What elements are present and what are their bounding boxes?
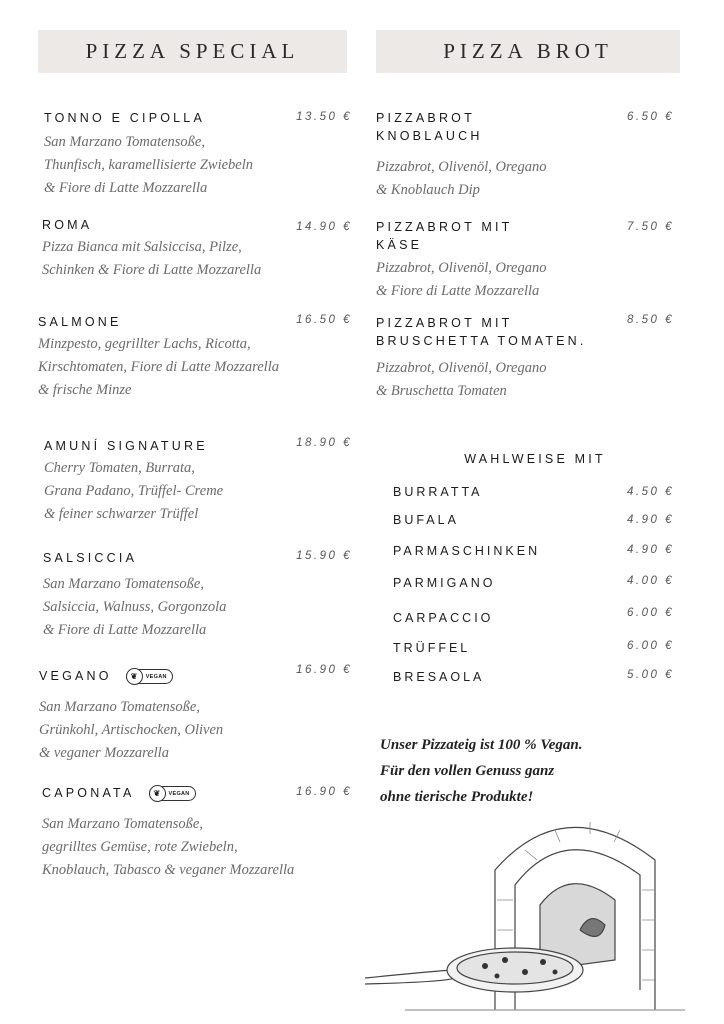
- item-name: [42, 784, 196, 802]
- extra-price: 4.50 €: [627, 486, 674, 498]
- item-price: 16.90 €: [296, 786, 352, 798]
- item-price: 8.50 €: [627, 314, 674, 326]
- item-name: ROMA: [42, 218, 93, 232]
- item-desc: Pizzabrot, Olivenöl, Oregano & Fiore di Latte Mozzarella: [376, 260, 547, 299]
- item-desc: San Marzano Tomatensoße, Thunfisch, karamellisierte Zwiebeln & Fiore di Latte Mozzarella: [44, 134, 254, 196]
- badge-label: VEGAN: [145, 673, 167, 680]
- vegan-note-line: Für den vollen Genuss ganz: [380, 763, 555, 779]
- item-price: 16.50 €: [296, 314, 352, 326]
- item-desc: San Marzano Tomatensoße, Grünkohl, Artischocken, Oliven & veganer Mozzarella: [39, 699, 224, 761]
- item-desc: Pizzabrot, Olivenöl, Oregano & Bruschetta Tomaten: [376, 360, 547, 399]
- item-price: 14.90 €: [296, 221, 352, 233]
- vegan-note: [380, 732, 583, 810]
- vegan-badge: [126, 669, 173, 684]
- item-name: SALSICCIA: [43, 551, 138, 565]
- extra-name: BUFALA: [393, 513, 459, 527]
- item-desc: Pizzabrot, Olivenöl, Oregano & Knoblauch Dip: [376, 159, 547, 198]
- item-price: 13.50 €: [296, 111, 352, 123]
- item-price: 18.90 €: [296, 437, 352, 449]
- item-name: PIZZABROT MIT KÄSE: [376, 220, 513, 252]
- extra-price: 5.00 €: [627, 669, 674, 681]
- extra-name: PARMIGANO: [393, 576, 496, 590]
- item-name: PIZZABROT MIT BRUSCHETTA TOMATEN.: [376, 316, 587, 348]
- item-desc: San Marzano Tomatensoße, Salsiccia, Walnuss, Gorgonzola & Fiore di Latte Mozzarella: [43, 576, 227, 638]
- vegan-badge: [149, 786, 196, 801]
- extra-price: 6.00 €: [627, 640, 674, 652]
- item-price: 15.90 €: [296, 550, 352, 562]
- item-price: 6.50 €: [627, 111, 674, 123]
- vegan-note-line: ohne tierische Produkte!: [380, 789, 534, 805]
- item-name: PIZZABROT KNOBLAUCH: [376, 111, 483, 143]
- item-desc: Minzpesto, gegrillter Lachs, Ricotta, Kirschtomaten, Fiore di Latte Mozzarella & frische Minze: [38, 336, 279, 398]
- pizza-oven-illustration: [365, 810, 695, 1020]
- item-desc: San Marzano Tomatensoße, gegrilltes Gemüse, rote Zwiebeln, Knoblauch, Tabasco & veganer Mozzarella: [42, 816, 295, 878]
- item-name-text: CAPONATA: [42, 786, 135, 800]
- extras-title: WAHLWEISE MIT: [464, 452, 606, 466]
- extra-price: 4.90 €: [627, 514, 674, 526]
- extra-name: PARMASCHINKEN: [393, 544, 541, 558]
- leaf-icon: ❦: [126, 668, 143, 685]
- extra-name: TRÜFFEL: [393, 641, 471, 655]
- pizza-special-header: PIZZA SPECIAL: [38, 30, 347, 73]
- extra-price: 4.90 €: [627, 544, 674, 556]
- leaf-icon: ❦: [149, 785, 166, 802]
- vegan-note-line: Unser Pizzateig ist 100 % Vegan.: [380, 737, 583, 753]
- item-price: 7.50 €: [627, 221, 674, 233]
- pizza-brot-header: PIZZA BROT: [376, 30, 680, 73]
- item-price: 16.90 €: [296, 664, 352, 676]
- item-name: AMUNÍ SIGNATURE: [44, 439, 208, 453]
- item-name: [39, 667, 173, 685]
- extra-name: BRESAOLA: [393, 670, 485, 684]
- item-name-text: VEGANO: [39, 669, 112, 683]
- item-desc: Cherry Tomaten, Burrata, Grana Padano, Trüffel- Creme & feiner schwarzer Trüffel: [44, 460, 224, 522]
- extra-price: 6.00 €: [627, 607, 674, 619]
- item-desc: Pizza Bianca mit Salsiccisa, Pilze, Schinken & Fiore di Latte Mozzarella: [42, 239, 262, 278]
- item-name: SALMONE: [38, 315, 122, 329]
- badge-label: VEGAN: [168, 790, 190, 797]
- item-name: TONNO E CIPOLLA: [44, 111, 205, 125]
- extra-name: CARPACCIO: [393, 611, 494, 625]
- extra-price: 4.00 €: [627, 575, 674, 587]
- extra-name: BURRATTA: [393, 485, 483, 499]
